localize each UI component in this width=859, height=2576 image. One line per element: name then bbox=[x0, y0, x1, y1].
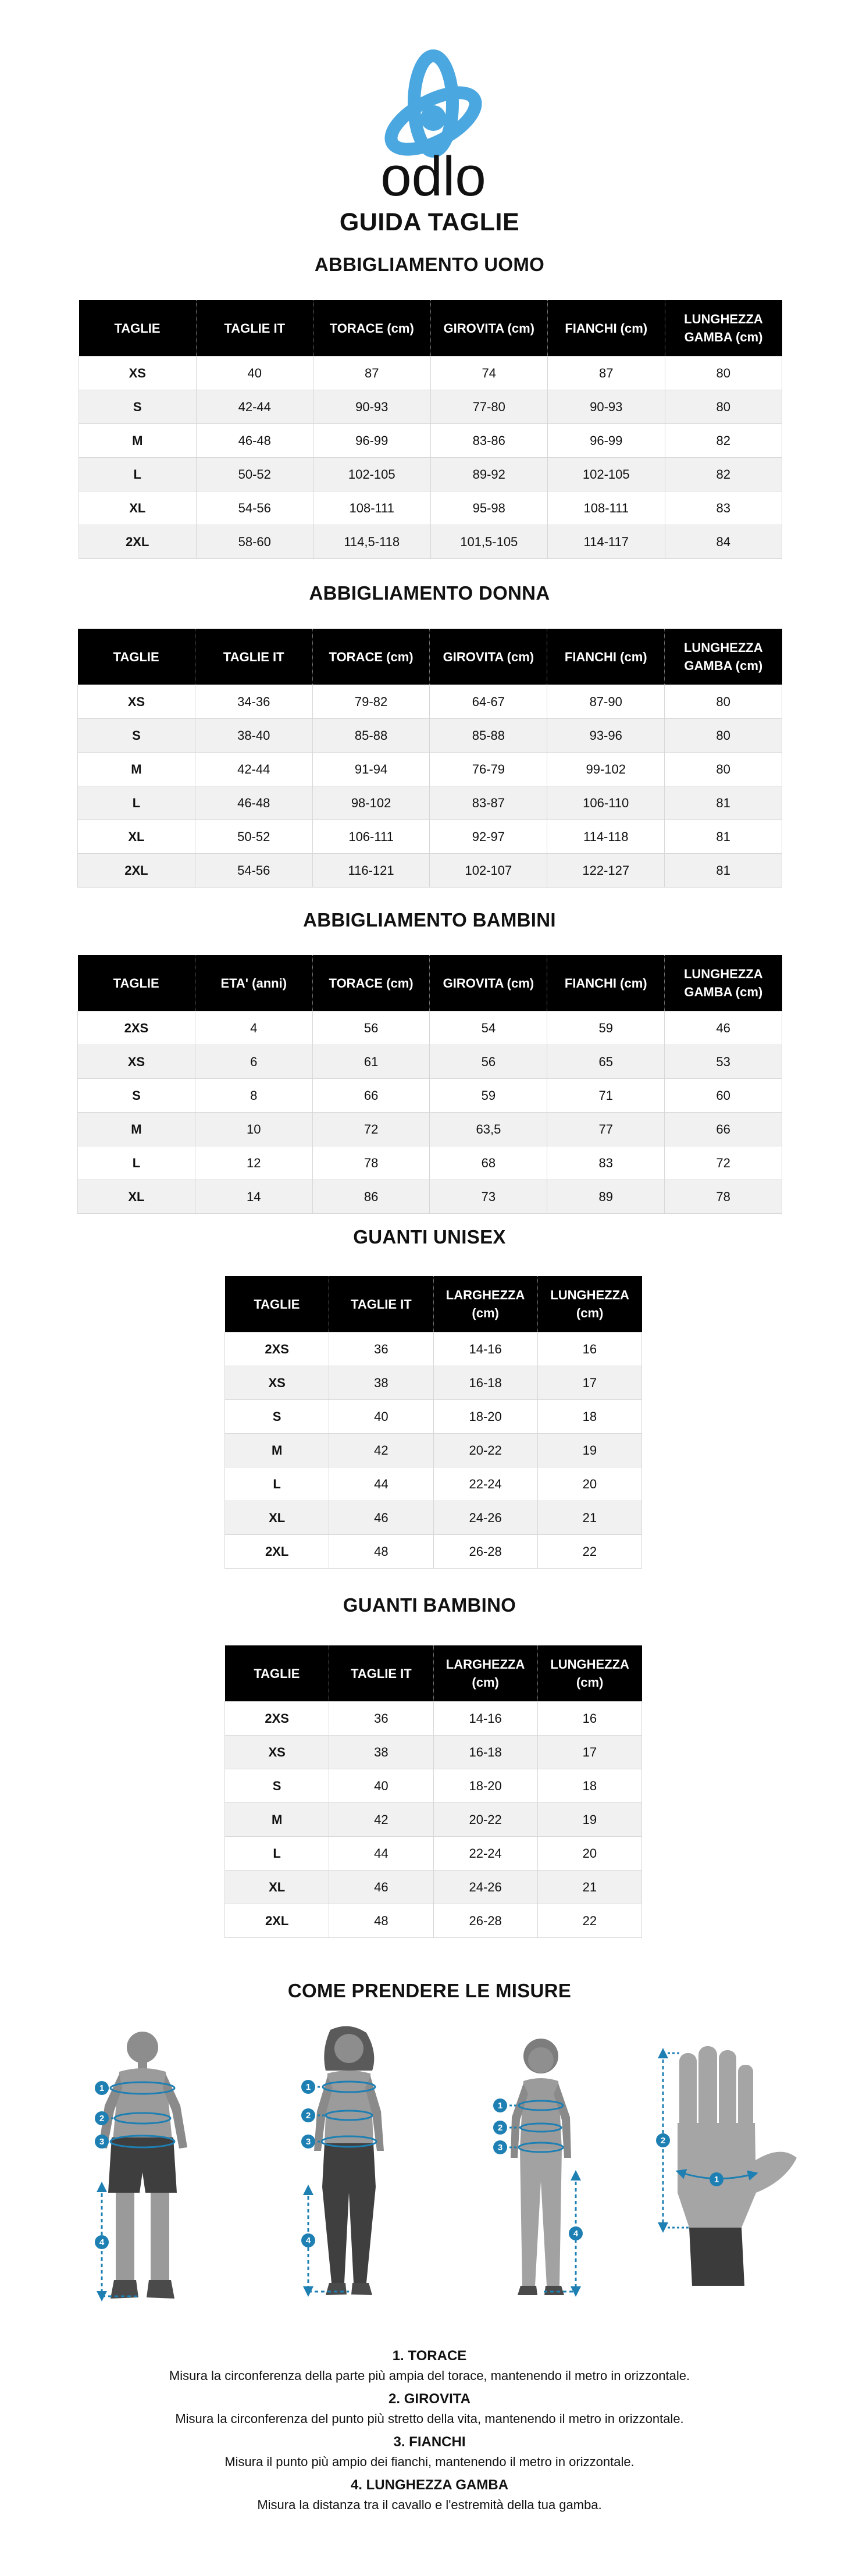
table-cell: 80 bbox=[665, 753, 782, 786]
size-cell: M bbox=[79, 424, 197, 458]
table-cell: 91-94 bbox=[312, 753, 430, 786]
table-cell: 20 bbox=[537, 1467, 641, 1501]
table-row bbox=[78, 1011, 782, 1045]
table-cell: 87 bbox=[313, 357, 431, 390]
table-header-row bbox=[225, 1276, 642, 1332]
column-header: TAGLIE IT bbox=[195, 629, 312, 685]
table-cell: 18-20 bbox=[433, 1769, 537, 1803]
table-header-row bbox=[79, 300, 782, 357]
size-table-men bbox=[79, 300, 782, 559]
column-header: TAGLIE bbox=[78, 629, 195, 685]
column-header: TAGLIE IT bbox=[329, 1276, 433, 1332]
table-cell: 58-60 bbox=[196, 525, 313, 559]
column-header: TORACE (cm) bbox=[312, 955, 430, 1011]
table-cell: 64-67 bbox=[430, 685, 547, 719]
table-cell: 14-16 bbox=[433, 1702, 537, 1736]
table-cell: 34-36 bbox=[195, 685, 312, 719]
measure-item-hips bbox=[0, 2432, 859, 2472]
svg-text:1: 1 bbox=[99, 2083, 105, 2093]
table-cell: 46-48 bbox=[195, 786, 312, 820]
table-row bbox=[225, 1736, 642, 1769]
table-cell: 85-88 bbox=[430, 719, 547, 753]
column-header: GIROVITA (cm) bbox=[430, 955, 547, 1011]
size-cell: XS bbox=[78, 685, 195, 719]
size-cell: XS bbox=[225, 1736, 329, 1769]
size-cell: 2XL bbox=[225, 1904, 329, 1938]
size-cell: L bbox=[78, 1146, 195, 1180]
marker-hips bbox=[493, 2140, 507, 2154]
table-cell: 18-20 bbox=[433, 1400, 537, 1434]
table-cell: 92-97 bbox=[430, 820, 547, 854]
man-figure bbox=[99, 2032, 187, 2299]
size-table-women bbox=[77, 629, 782, 888]
size-cell: M bbox=[225, 1803, 329, 1837]
table-cell: 56 bbox=[312, 1011, 430, 1045]
column-header: FIANCHI (cm) bbox=[548, 300, 665, 357]
marker-glove-width bbox=[710, 2172, 723, 2186]
table-cell: 81 bbox=[665, 820, 782, 854]
woman-figure bbox=[314, 2026, 384, 2295]
child-figure bbox=[511, 2039, 571, 2295]
table-cell: 16-18 bbox=[433, 1736, 537, 1769]
table-cell: 63,5 bbox=[430, 1113, 547, 1146]
table-cell: 18 bbox=[537, 1400, 641, 1434]
table-row bbox=[78, 1045, 782, 1079]
size-cell: 2XL bbox=[79, 525, 197, 559]
table-cell: 20-22 bbox=[433, 1434, 537, 1467]
table-cell: 82 bbox=[665, 458, 782, 491]
table-cell: 24-26 bbox=[433, 1870, 537, 1904]
section-title-kids: ABBIGLIAMENTO BAMBINI bbox=[303, 909, 556, 931]
measure-heading: 1. TORACE bbox=[392, 2348, 467, 2364]
table-cell: 40 bbox=[329, 1400, 433, 1434]
size-cell: S bbox=[225, 1769, 329, 1803]
size-cell: 2XS bbox=[225, 1702, 329, 1736]
table-cell: 108-111 bbox=[548, 491, 665, 525]
table-row bbox=[78, 786, 782, 820]
column-header: TAGLIE bbox=[225, 1645, 329, 1702]
table-cell: 108-111 bbox=[313, 491, 431, 525]
how-to-measure-title: COME PRENDERE LE MISURE bbox=[287, 1980, 572, 2001]
table-row bbox=[225, 1467, 642, 1501]
table-cell: 46 bbox=[665, 1011, 782, 1045]
table-row bbox=[79, 458, 782, 491]
marker-chest bbox=[301, 2080, 315, 2094]
table-cell: 38 bbox=[329, 1366, 433, 1400]
table-cell: 96-99 bbox=[548, 424, 665, 458]
section-title-men: ABBIGLIAMENTO UOMO bbox=[314, 254, 545, 275]
table-row bbox=[78, 685, 782, 719]
table-row bbox=[225, 1904, 642, 1938]
svg-text:4: 4 bbox=[305, 2236, 311, 2246]
table-cell: 73 bbox=[430, 1180, 547, 1214]
size-cell: M bbox=[225, 1434, 329, 1467]
page-title: GUIDA TAGLIE bbox=[339, 208, 520, 236]
table-cell: 116-121 bbox=[312, 854, 430, 888]
column-header: GIROVITA (cm) bbox=[430, 629, 547, 685]
table-header-row bbox=[78, 629, 782, 685]
svg-text:3: 3 bbox=[497, 2143, 503, 2153]
marker-chest bbox=[493, 2098, 507, 2112]
size-cell: XL bbox=[225, 1870, 329, 1904]
column-header: TAGLIE IT bbox=[196, 300, 313, 357]
size-cell: 2XS bbox=[78, 1011, 195, 1045]
column-header: TAGLIE bbox=[79, 300, 197, 357]
column-header: LUNGHEZZA (cm) bbox=[537, 1645, 641, 1702]
table-row bbox=[225, 1434, 642, 1467]
table-cell: 42 bbox=[329, 1803, 433, 1837]
table-cell: 44 bbox=[329, 1837, 433, 1870]
size-cell: XL bbox=[78, 1180, 195, 1214]
table-cell: 59 bbox=[430, 1079, 547, 1113]
marker-leg-length bbox=[301, 2233, 315, 2247]
table-cell: 77 bbox=[547, 1113, 665, 1146]
table-cell: 40 bbox=[196, 357, 313, 390]
table-row bbox=[78, 1180, 782, 1214]
table-cell: 72 bbox=[312, 1113, 430, 1146]
section-title-kids-gloves: GUANTI BAMBINO bbox=[343, 1594, 516, 1616]
table-cell: 87 bbox=[548, 357, 665, 390]
table-cell: 72 bbox=[665, 1146, 782, 1180]
size-cell: XS bbox=[225, 1366, 329, 1400]
table-cell: 48 bbox=[329, 1904, 433, 1938]
table-cell: 60 bbox=[665, 1079, 782, 1113]
table-row bbox=[225, 1769, 642, 1803]
table-cell: 99-102 bbox=[547, 753, 665, 786]
table-cell: 89-92 bbox=[430, 458, 548, 491]
table-cell: 122-127 bbox=[547, 854, 665, 888]
table-cell: 48 bbox=[329, 1535, 433, 1569]
column-header: LARGHEZZA (cm) bbox=[433, 1645, 537, 1702]
table-cell: 16-18 bbox=[433, 1366, 537, 1400]
table-cell: 101,5-105 bbox=[430, 525, 548, 559]
svg-text:4: 4 bbox=[99, 2237, 105, 2247]
table-cell: 71 bbox=[547, 1079, 665, 1113]
table-row bbox=[225, 1332, 642, 1366]
table-row bbox=[78, 1113, 782, 1146]
size-cell: 2XS bbox=[225, 1332, 329, 1366]
table-cell: 21 bbox=[537, 1870, 641, 1904]
table-cell: 38-40 bbox=[195, 719, 312, 753]
table-cell: 102-105 bbox=[313, 458, 431, 491]
column-header: ETA' (anni) bbox=[195, 955, 312, 1011]
svg-text:1: 1 bbox=[305, 2082, 311, 2092]
measure-description: Misura il punto più ampio dei fianchi, mantenendo il metro in orizzontale. bbox=[224, 2454, 635, 2469]
table-header-row bbox=[78, 955, 782, 1011]
table-cell: 22 bbox=[537, 1535, 641, 1569]
glove-figure bbox=[678, 2046, 797, 2286]
table-cell: 68 bbox=[430, 1146, 547, 1180]
table-cell: 26-28 bbox=[433, 1535, 537, 1569]
size-cell: XS bbox=[78, 1045, 195, 1079]
section-title-women: ABBIGLIAMENTO DONNA bbox=[309, 582, 550, 604]
marker-waist bbox=[301, 2108, 315, 2122]
column-header: TAGLIE bbox=[78, 955, 195, 1011]
column-header: LUNGHEZZA GAMBA (cm) bbox=[665, 629, 782, 685]
table-row bbox=[79, 357, 782, 390]
table-cell: 76-79 bbox=[430, 753, 547, 786]
table-row bbox=[79, 491, 782, 525]
table-cell: 44 bbox=[329, 1467, 433, 1501]
table-row bbox=[225, 1400, 642, 1434]
table-cell: 59 bbox=[547, 1011, 665, 1045]
size-cell: S bbox=[79, 390, 197, 424]
table-cell: 18 bbox=[537, 1769, 641, 1803]
table-cell: 95-98 bbox=[430, 491, 548, 525]
table-cell: 74 bbox=[430, 357, 548, 390]
table-cell: 14 bbox=[195, 1180, 312, 1214]
marker-waist bbox=[95, 2111, 109, 2125]
column-header: LUNGHEZZA GAMBA (cm) bbox=[665, 955, 782, 1011]
table-row bbox=[225, 1702, 642, 1736]
table-cell: 66 bbox=[665, 1113, 782, 1146]
measure-item-waist bbox=[0, 2389, 859, 2429]
size-cell: L bbox=[225, 1467, 329, 1501]
table-cell: 96-99 bbox=[313, 424, 431, 458]
column-header: LARGHEZZA (cm) bbox=[433, 1276, 537, 1332]
table-cell: 106-111 bbox=[312, 820, 430, 854]
table-cell: 86 bbox=[312, 1180, 430, 1214]
table-cell: 66 bbox=[312, 1079, 430, 1113]
table-cell: 54 bbox=[430, 1011, 547, 1045]
measure-description: Misura la distanza tra il cavallo e l'estremità della tua gamba. bbox=[257, 2497, 602, 2512]
table-cell: 114-118 bbox=[547, 820, 665, 854]
measure-description: Misura la circonferenza della parte più ampia del torace, mantenendo il metro in orizzontale. bbox=[169, 2368, 690, 2383]
column-header: TORACE (cm) bbox=[313, 300, 431, 357]
table-cell: 90-93 bbox=[313, 390, 431, 424]
table-cell: 42 bbox=[329, 1434, 433, 1467]
table-cell: 19 bbox=[537, 1803, 641, 1837]
table-cell: 16 bbox=[537, 1332, 641, 1366]
table-row bbox=[78, 719, 782, 753]
logo-wordmark: odlo bbox=[380, 145, 486, 202]
measure-description: Misura la circonferenza del punto più stretto della vita, mantenendo il metro in orizzontale. bbox=[175, 2411, 684, 2426]
table-cell: 61 bbox=[312, 1045, 430, 1079]
size-cell: L bbox=[225, 1837, 329, 1870]
column-header: TAGLIE bbox=[225, 1276, 329, 1332]
section-title-unisex-gloves: GUANTI UNISEX bbox=[353, 1226, 506, 1248]
table-cell: 102-107 bbox=[430, 854, 547, 888]
table-cell: 8 bbox=[195, 1079, 312, 1113]
table-row bbox=[79, 525, 782, 559]
table-cell: 77-80 bbox=[430, 390, 548, 424]
table-cell: 24-26 bbox=[433, 1501, 537, 1535]
table-row bbox=[78, 854, 782, 888]
measure-heading: 2. GIROVITA bbox=[388, 2391, 471, 2407]
size-cell: 2XL bbox=[78, 854, 195, 888]
table-cell: 42-44 bbox=[196, 390, 313, 424]
marker-leg-length bbox=[95, 2235, 109, 2249]
table-header-row bbox=[225, 1645, 642, 1702]
table-cell: 114,5-118 bbox=[313, 525, 431, 559]
size-cell: L bbox=[78, 786, 195, 820]
size-cell: S bbox=[225, 1400, 329, 1434]
size-cell: XL bbox=[79, 491, 197, 525]
table-cell: 54-56 bbox=[196, 491, 313, 525]
table-row bbox=[225, 1535, 642, 1569]
marker-hips bbox=[301, 2135, 315, 2149]
table-cell: 83-86 bbox=[430, 424, 548, 458]
svg-text:3: 3 bbox=[305, 2137, 311, 2147]
table-cell: 78 bbox=[312, 1146, 430, 1180]
table-cell: 89 bbox=[547, 1180, 665, 1214]
table-row bbox=[79, 424, 782, 458]
table-cell: 114-117 bbox=[548, 525, 665, 559]
measure-heading: 4. LUNGHEZZA GAMBA bbox=[350, 2477, 509, 2493]
table-cell: 81 bbox=[665, 854, 782, 888]
marker-hips bbox=[95, 2135, 109, 2149]
table-cell: 36 bbox=[329, 1332, 433, 1366]
marker-waist bbox=[493, 2121, 507, 2135]
table-cell: 90-93 bbox=[548, 390, 665, 424]
odlo-logo bbox=[349, 45, 518, 202]
table-cell: 83 bbox=[665, 491, 782, 525]
table-cell: 46-48 bbox=[196, 424, 313, 458]
measure-markers bbox=[95, 2080, 723, 2249]
table-cell: 53 bbox=[665, 1045, 782, 1079]
table-cell: 93-96 bbox=[547, 719, 665, 753]
table-cell: 10 bbox=[195, 1113, 312, 1146]
table-row bbox=[225, 1803, 642, 1837]
table-row bbox=[225, 1870, 642, 1904]
table-cell: 36 bbox=[329, 1702, 433, 1736]
table-cell: 84 bbox=[665, 525, 782, 559]
measure-item-chest bbox=[0, 2346, 859, 2386]
table-cell: 26-28 bbox=[433, 1904, 537, 1938]
svg-text:1: 1 bbox=[714, 2175, 719, 2185]
table-cell: 80 bbox=[665, 357, 782, 390]
size-table-kids-gloves bbox=[224, 1645, 642, 1938]
measure-item-leg-length bbox=[0, 2475, 859, 2515]
column-header: GIROVITA (cm) bbox=[430, 300, 548, 357]
size-cell: XL bbox=[225, 1501, 329, 1535]
table-cell: 38 bbox=[329, 1736, 433, 1769]
table-row bbox=[225, 1837, 642, 1870]
table-cell: 19 bbox=[537, 1434, 641, 1467]
table-row bbox=[225, 1366, 642, 1400]
table-cell: 78 bbox=[665, 1180, 782, 1214]
table-cell: 50-52 bbox=[195, 820, 312, 854]
table-cell: 12 bbox=[195, 1146, 312, 1180]
column-header: TORACE (cm) bbox=[312, 629, 430, 685]
table-cell: 98-102 bbox=[312, 786, 430, 820]
table-cell: 4 bbox=[195, 1011, 312, 1045]
table-cell: 81 bbox=[665, 786, 782, 820]
table-cell: 56 bbox=[430, 1045, 547, 1079]
table-cell: 22-24 bbox=[433, 1467, 537, 1501]
size-table-kids bbox=[77, 955, 782, 1214]
table-cell: 102-105 bbox=[548, 458, 665, 491]
table-cell: 17 bbox=[537, 1736, 641, 1769]
table-cell: 42-44 bbox=[195, 753, 312, 786]
table-cell: 16 bbox=[537, 1702, 641, 1736]
size-cell: S bbox=[78, 1079, 195, 1113]
marker-glove-length bbox=[656, 2133, 670, 2147]
table-cell: 83-87 bbox=[430, 786, 547, 820]
size-cell: M bbox=[78, 753, 195, 786]
table-cell: 80 bbox=[665, 390, 782, 424]
size-cell: 2XL bbox=[225, 1535, 329, 1569]
svg-text:2: 2 bbox=[99, 2114, 105, 2123]
table-cell: 46 bbox=[329, 1870, 433, 1904]
table-cell: 106-110 bbox=[547, 786, 665, 820]
table-cell: 20 bbox=[537, 1837, 641, 1870]
table-cell: 80 bbox=[665, 685, 782, 719]
table-row bbox=[78, 820, 782, 854]
size-table-unisex-gloves bbox=[224, 1276, 642, 1569]
table-cell: 21 bbox=[537, 1501, 641, 1535]
column-header: FIANCHI (cm) bbox=[547, 955, 665, 1011]
table-cell: 82 bbox=[665, 424, 782, 458]
size-cell: S bbox=[78, 719, 195, 753]
table-cell: 22-24 bbox=[433, 1837, 537, 1870]
column-header: LUNGHEZZA GAMBA (cm) bbox=[665, 300, 782, 357]
table-cell: 50-52 bbox=[196, 458, 313, 491]
table-row bbox=[78, 753, 782, 786]
marker-chest bbox=[95, 2081, 109, 2095]
table-cell: 17 bbox=[537, 1366, 641, 1400]
size-cell: L bbox=[79, 458, 197, 491]
column-header: LUNGHEZZA (cm) bbox=[537, 1276, 641, 1332]
svg-text:2: 2 bbox=[660, 2136, 666, 2146]
measure-heading: 3. FIANCHI bbox=[393, 2434, 466, 2450]
column-header: TAGLIE IT bbox=[329, 1645, 433, 1702]
svg-text:4: 4 bbox=[573, 2229, 579, 2239]
table-row bbox=[225, 1501, 642, 1535]
table-cell: 54-56 bbox=[195, 854, 312, 888]
svg-text:2: 2 bbox=[497, 2123, 503, 2133]
table-cell: 20-22 bbox=[433, 1803, 537, 1837]
size-cell: XL bbox=[78, 820, 195, 854]
measurement-illustrations bbox=[0, 2018, 859, 2326]
size-cell: M bbox=[78, 1113, 195, 1146]
table-cell: 80 bbox=[665, 719, 782, 753]
size-cell: XS bbox=[79, 357, 197, 390]
svg-text:1: 1 bbox=[497, 2101, 503, 2111]
table-cell: 83 bbox=[547, 1146, 665, 1180]
table-cell: 46 bbox=[329, 1501, 433, 1535]
table-cell: 79-82 bbox=[312, 685, 430, 719]
marker-leg-length bbox=[569, 2226, 583, 2240]
table-row bbox=[79, 390, 782, 424]
svg-text:3: 3 bbox=[99, 2137, 105, 2147]
table-cell: 65 bbox=[547, 1045, 665, 1079]
table-row bbox=[78, 1146, 782, 1180]
table-row bbox=[78, 1079, 782, 1113]
table-cell: 40 bbox=[329, 1769, 433, 1803]
svg-text:2: 2 bbox=[305, 2111, 311, 2121]
column-header: FIANCHI (cm) bbox=[547, 629, 665, 685]
table-cell: 22 bbox=[537, 1904, 641, 1938]
table-cell: 6 bbox=[195, 1045, 312, 1079]
table-cell: 87-90 bbox=[547, 685, 665, 719]
table-cell: 85-88 bbox=[312, 719, 430, 753]
table-cell: 14-16 bbox=[433, 1332, 537, 1366]
